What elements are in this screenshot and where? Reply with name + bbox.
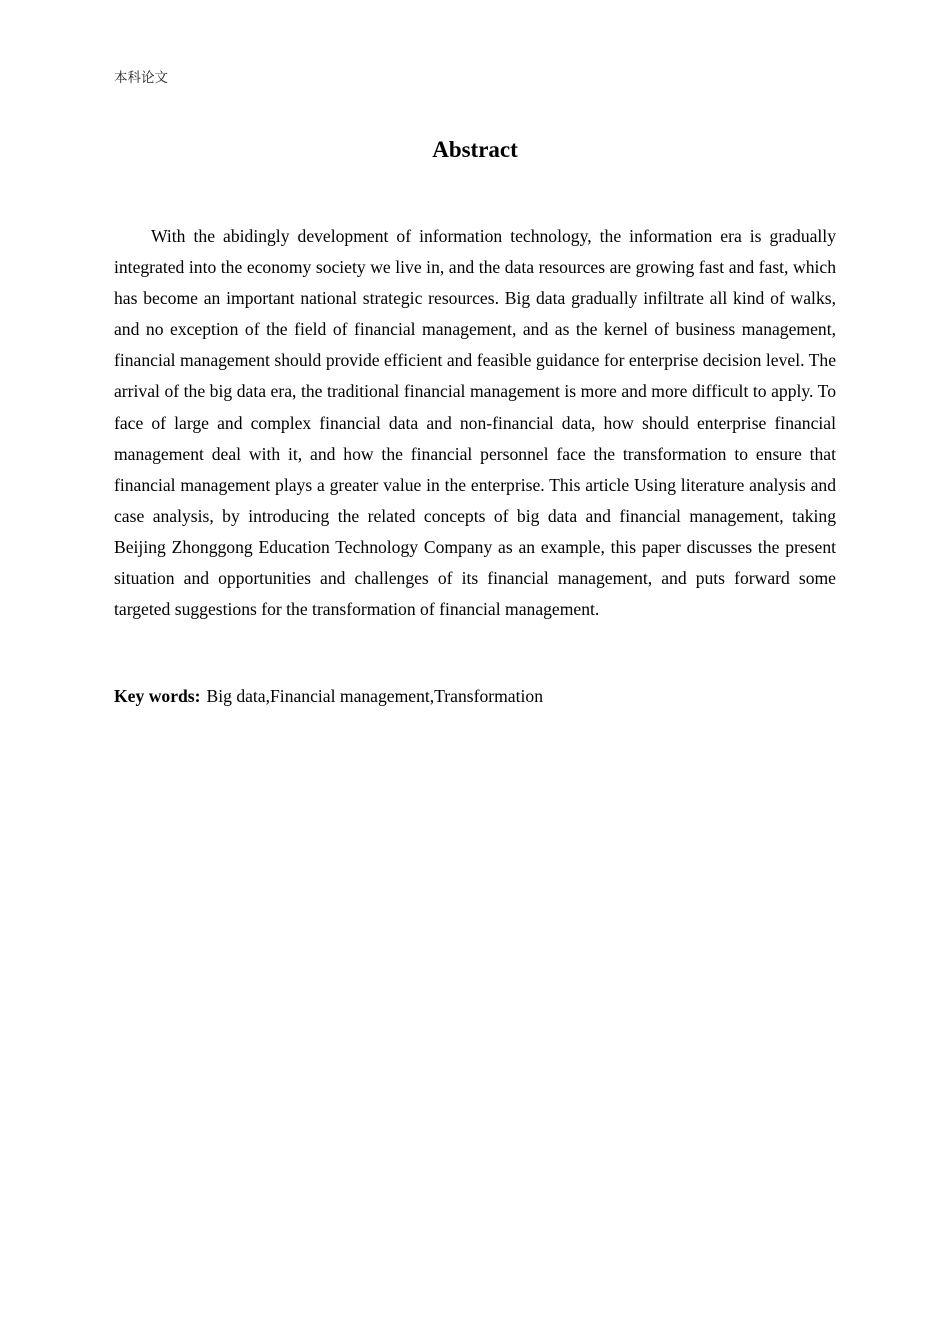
running-header: 本科论文 (114, 70, 168, 86)
keywords-label: Key words: (114, 686, 201, 706)
keywords-line (114, 681, 836, 712)
abstract-title: Abstract (432, 137, 518, 162)
abstract-body: With the abidingly development of information technology, the information era is gradually integrated into the economy society we live in, and the data resources are growing fast and fast, which has become an important national strategic resources. Big data gradually infiltrate all kind of walks, and no exception of the field of financial management, and as the kernel of business management, financial management should provide efficient and feasible guidance for enterprise decision level. The arrival of the big data era, the traditional financial management is more and more difficult to apply. To face of large and complex financial data and non-financial data, how should enterprise financial management deal with it, and how the financial personnel face the transformation to ensure that financial management plays a greater value in the enterprise. This article Using literature analysis and case analysis, by introducing the related concepts of big data and financial management, taking Beijing Zhonggong Education Technology Company as an example, this paper discusses the present situation and opportunities and challenges of its financial management, and puts forward some targeted suggestions for the transformation of financial management. (114, 226, 836, 620)
keywords-value: Big data,Financial management,Transformation (206, 686, 543, 706)
